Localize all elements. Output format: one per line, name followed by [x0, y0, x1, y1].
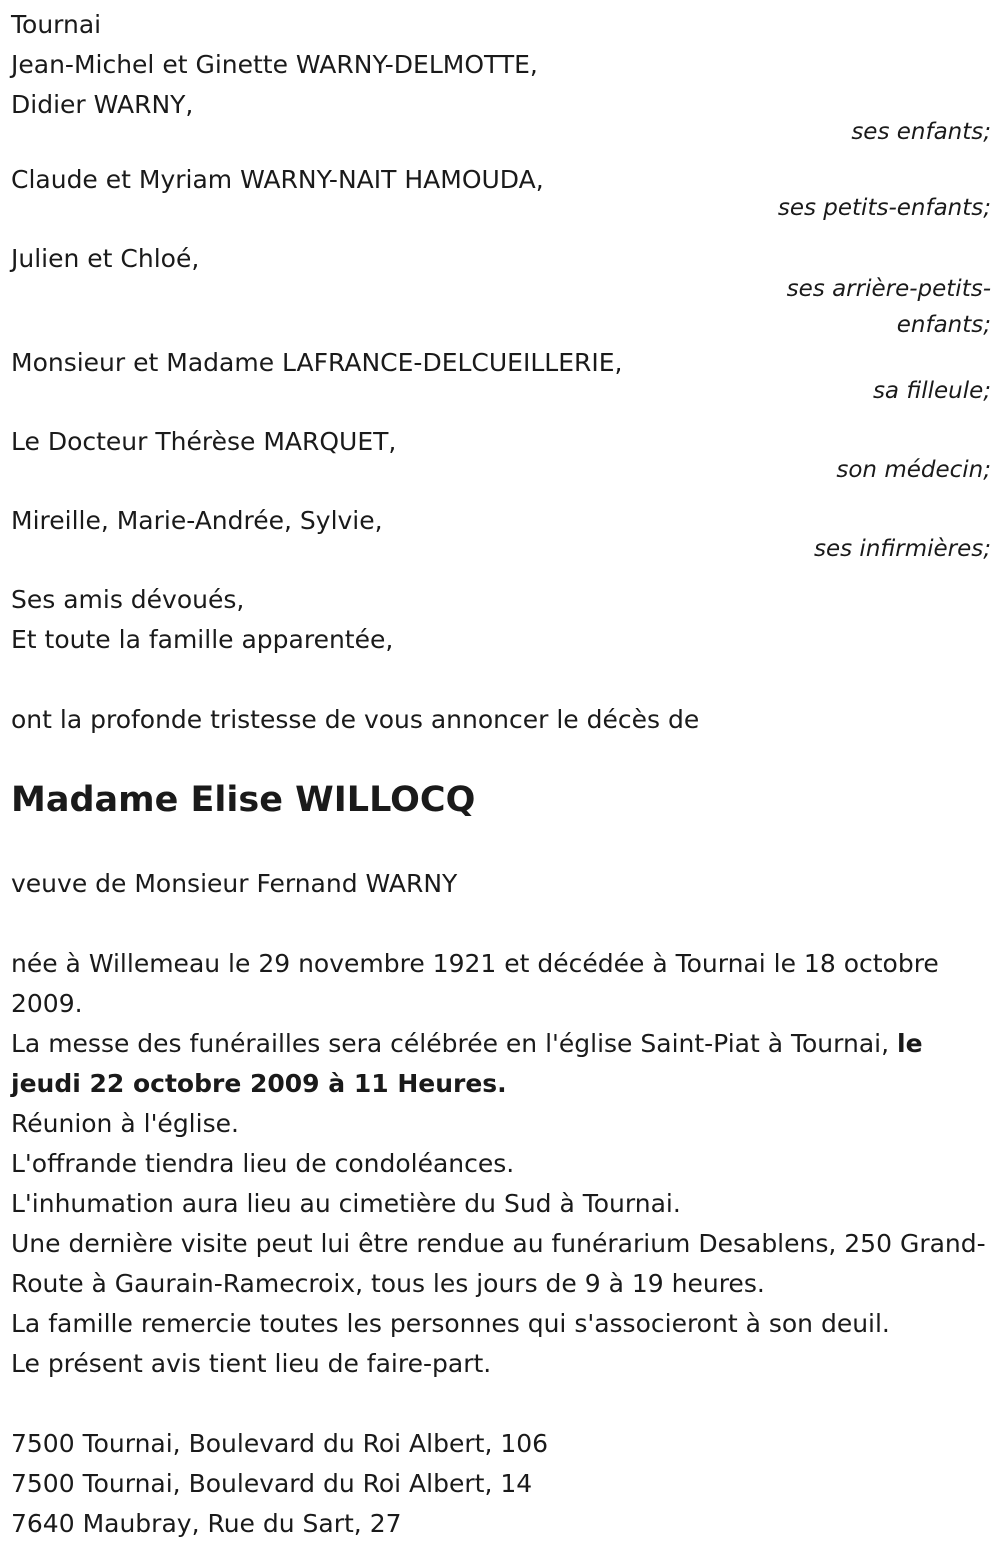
greatgrandchildren-role-2: enfants; [896, 312, 991, 338]
obituary-notice [11, 0, 991, 1544]
mass-text: La messe des funérailles sera célébrée en l'église Saint-Piat à Tournai, [11, 1029, 897, 1058]
meeting-text: Réunion à l'église. [11, 1109, 239, 1138]
visit-text: Une dernière visite peut lui être rendue au funérarium Desablens, 250 Grand-Route à Gaurain-Ramecroix, tous les jours de 9 à 19 heures. [11, 1229, 986, 1298]
greatgrandchildren-line: Julien et Chloé, [11, 244, 200, 273]
relatives-line: Et toute la famille apparentée, [11, 625, 394, 654]
intro-text: ont la profonde tristesse de vous annoncer le décès de [11, 705, 700, 734]
nurses-role: ses infirmières; [814, 536, 991, 562]
mass-date: le jeudi 22 octobre 2009 à 11 Heures. [11, 1029, 923, 1098]
doctor-line: Le Docteur Thérèse MARQUET, [11, 427, 397, 456]
grandchildren-role: ses petits-enfants; [777, 195, 991, 221]
birth-death-text: née à Willemeau le 29 novembre 1921 et décédée à Tournai le 18 octobre 2009. [11, 949, 939, 1018]
greatgrandchildren-role-1: ses arrière-petits- [786, 276, 991, 302]
address-2: 7500 Tournai, Boulevard du Roi Albert, 14 [11, 1469, 533, 1498]
children-line-1: Jean-Michel et Ginette WARNY-DELMOTTE, [11, 50, 538, 79]
children-line-2: Didier WARNY, [11, 90, 194, 119]
deceased-name: Madame Elise WILLOCQ [11, 780, 476, 820]
thanks-text: La famille remercie toutes les personnes qui s'associeront à son deuil. [11, 1309, 890, 1338]
doctor-role: son médecin; [836, 457, 991, 483]
offering-text: L'offrande tiendra lieu de condoléances. [11, 1149, 515, 1178]
nurses-line: Mireille, Marie-Andrée, Sylvie, [11, 506, 383, 535]
children-role: ses enfants; [851, 119, 991, 145]
widow-of: veuve de Monsieur Fernand WARNY [11, 869, 458, 898]
grandchildren-line: Claude et Myriam WARNY-NAIT HAMOUDA, [11, 165, 544, 194]
notice-text: Le présent avis tient lieu de faire-part. [11, 1349, 492, 1378]
friends-line: Ses amis dévoués, [11, 585, 245, 614]
goddaughter-role: sa filleule; [872, 378, 991, 404]
burial-text: L'inhumation aura lieu au cimetière du Sud à Tournai. [11, 1189, 681, 1218]
address-3: 7640 Maubray, Rue du Sart, 27 [11, 1509, 402, 1538]
goddaughter-line: Monsieur et Madame LAFRANCE-DELCUEILLERIE, [11, 348, 623, 377]
address-1: 7500 Tournai, Boulevard du Roi Albert, 106 [11, 1429, 549, 1458]
mass-paragraph [11, 1024, 991, 1104]
city-header: Tournai [11, 10, 102, 39]
